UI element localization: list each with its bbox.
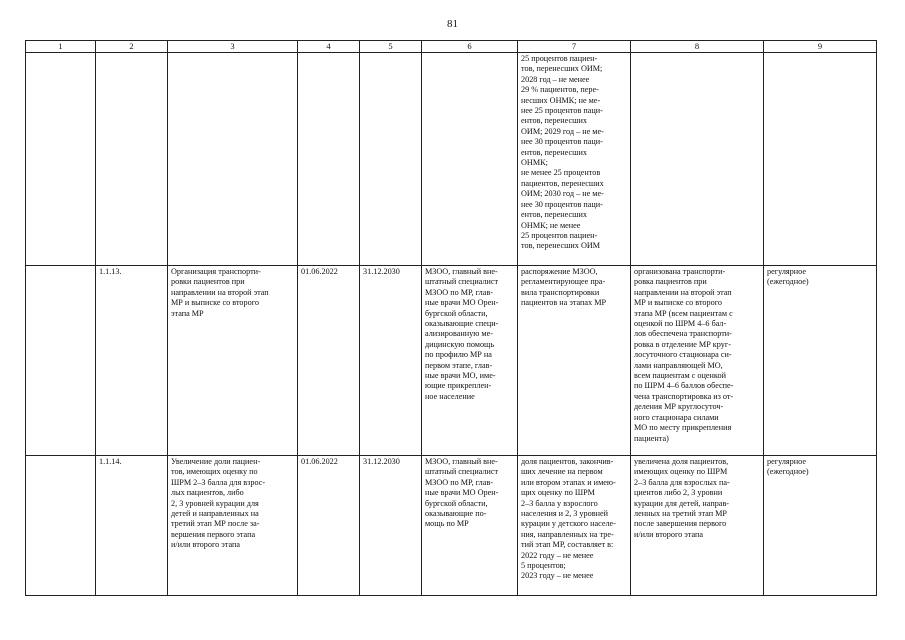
cell-indicator: доля пациентов, закончив- ших лечение на первом или втором этапах и имею- щих оценку по ШРМ 2–3 балла у взрослого населения и 2, 3 уровней курации у детского населе- ния, направленных на тре- тий этап МР, составляет в: 2022 году – не менее 5 процентов; 2023 году – не менее	[518, 456, 631, 596]
cell-activity: Организация транспорти- ровки пациентов при направлении на второй этап МР и выписке со второго этапа МР	[168, 266, 298, 456]
cell-frequency: регулярное (ежегодное)	[764, 266, 877, 456]
cell-col1	[26, 266, 96, 456]
cell-start-date	[298, 53, 360, 266]
cell-start-date: 01.06.2022	[298, 266, 360, 456]
cell-frequency: регулярное (ежегодное)	[764, 456, 877, 596]
cell-end-date: 31.12.2030	[360, 266, 422, 456]
cell-number: 1.1.14.	[96, 456, 168, 596]
cell-activity	[168, 53, 298, 266]
cell-indicator: 25 процентов пациен- тов, перенесших ОИМ; 2028 год – не менее 29 % пациентов, пере- несших ОНМК; не ме- нее 25 процентов паци- ентов, перенесших ОИМ; 2029 год – не ме- нее 30 процентов паци- ентов, перенесших ОНМК; не менее 25 процентов пациентов, перенесших ОИМ; 2030 год – не ме- нее 30 процентов паци- ентов, перенесших ОНМК; не менее 25 процентов пациен- тов, перенесших ОИМ	[518, 53, 631, 266]
cell-responsible: МЗОО, главный вне- штатный специалист МЗОО по МР, глав- ные врачи МО Орен- бургской области, оказывающие по- мощь по МР	[422, 456, 518, 596]
cell-start-date: 01.06.2022	[298, 456, 360, 596]
cell-responsible: МЗОО, главный вне- штатный специалист МЗОО по МР, глав- ные врачи МО Орен- бургской области, оказывающие специ- ализированную ме- дицинскую помощь по профилю МР на первом этапе, глав- ные врачи МО, име- ющие прикреплен- ное население	[422, 266, 518, 456]
cell-indicator: распоряжение МЗОО, регламентирующее пра- вила транспортировки пациентов на этапах МР	[518, 266, 631, 456]
column-header: 3	[168, 41, 298, 53]
table-row	[26, 53, 877, 266]
page-number: 81	[447, 18, 458, 30]
cell-number: 1.1.13.	[96, 266, 168, 456]
cell-frequency	[764, 53, 877, 266]
cell-result: увеличена доля пациентов, имеющих оценку по ШРМ 2–3 балла для взрослых па- циентов либо 2, 3 уровни курации для детей, направ- ленных на третий этап МР после завершения первого и/или второго этапа	[631, 456, 764, 596]
cell-end-date: 31.12.2030	[360, 456, 422, 596]
table-header-row	[26, 41, 877, 53]
cell-responsible	[422, 53, 518, 266]
table-row	[26, 266, 877, 456]
column-header: 4	[298, 41, 360, 53]
column-header: 5	[360, 41, 422, 53]
cell-col1	[26, 456, 96, 596]
column-header: 8	[631, 41, 764, 53]
plan-table	[25, 40, 877, 596]
cell-activity: Увеличение доли пациен- тов, имеющих оценку по ШРМ 2–3 балла для взрос- лых пациентов, либо 2, 3 уровней курации для детей и направленных на третий этап МР после за- вершения первого этапа и/или второго этапа	[168, 456, 298, 596]
column-header: 1	[26, 41, 96, 53]
cell-col1	[26, 53, 96, 266]
cell-result: организована транспорти- ровка пациентов при направлении на второй этап МР и выписке со второго этапа МР (всем пациентам с оценкой по ШРМ 4–6 бал- лов обеспечена транспорти- ровка в отделение МР круг- лосуточного стационара си- лами направляющей МО, всем пациентам с оценкой по ШРМ 4–6 баллов обеспе- чена транспортировка из от- деления МР круглосуточ- ного стационара силами МО по месту прикрепления пациента)	[631, 266, 764, 456]
cell-number	[96, 53, 168, 266]
column-header: 9	[764, 41, 877, 53]
cell-result	[631, 53, 764, 266]
cell-end-date	[360, 53, 422, 266]
column-header: 6	[422, 41, 518, 53]
column-header: 7	[518, 41, 631, 53]
column-header: 2	[96, 41, 168, 53]
table-row	[26, 456, 877, 596]
